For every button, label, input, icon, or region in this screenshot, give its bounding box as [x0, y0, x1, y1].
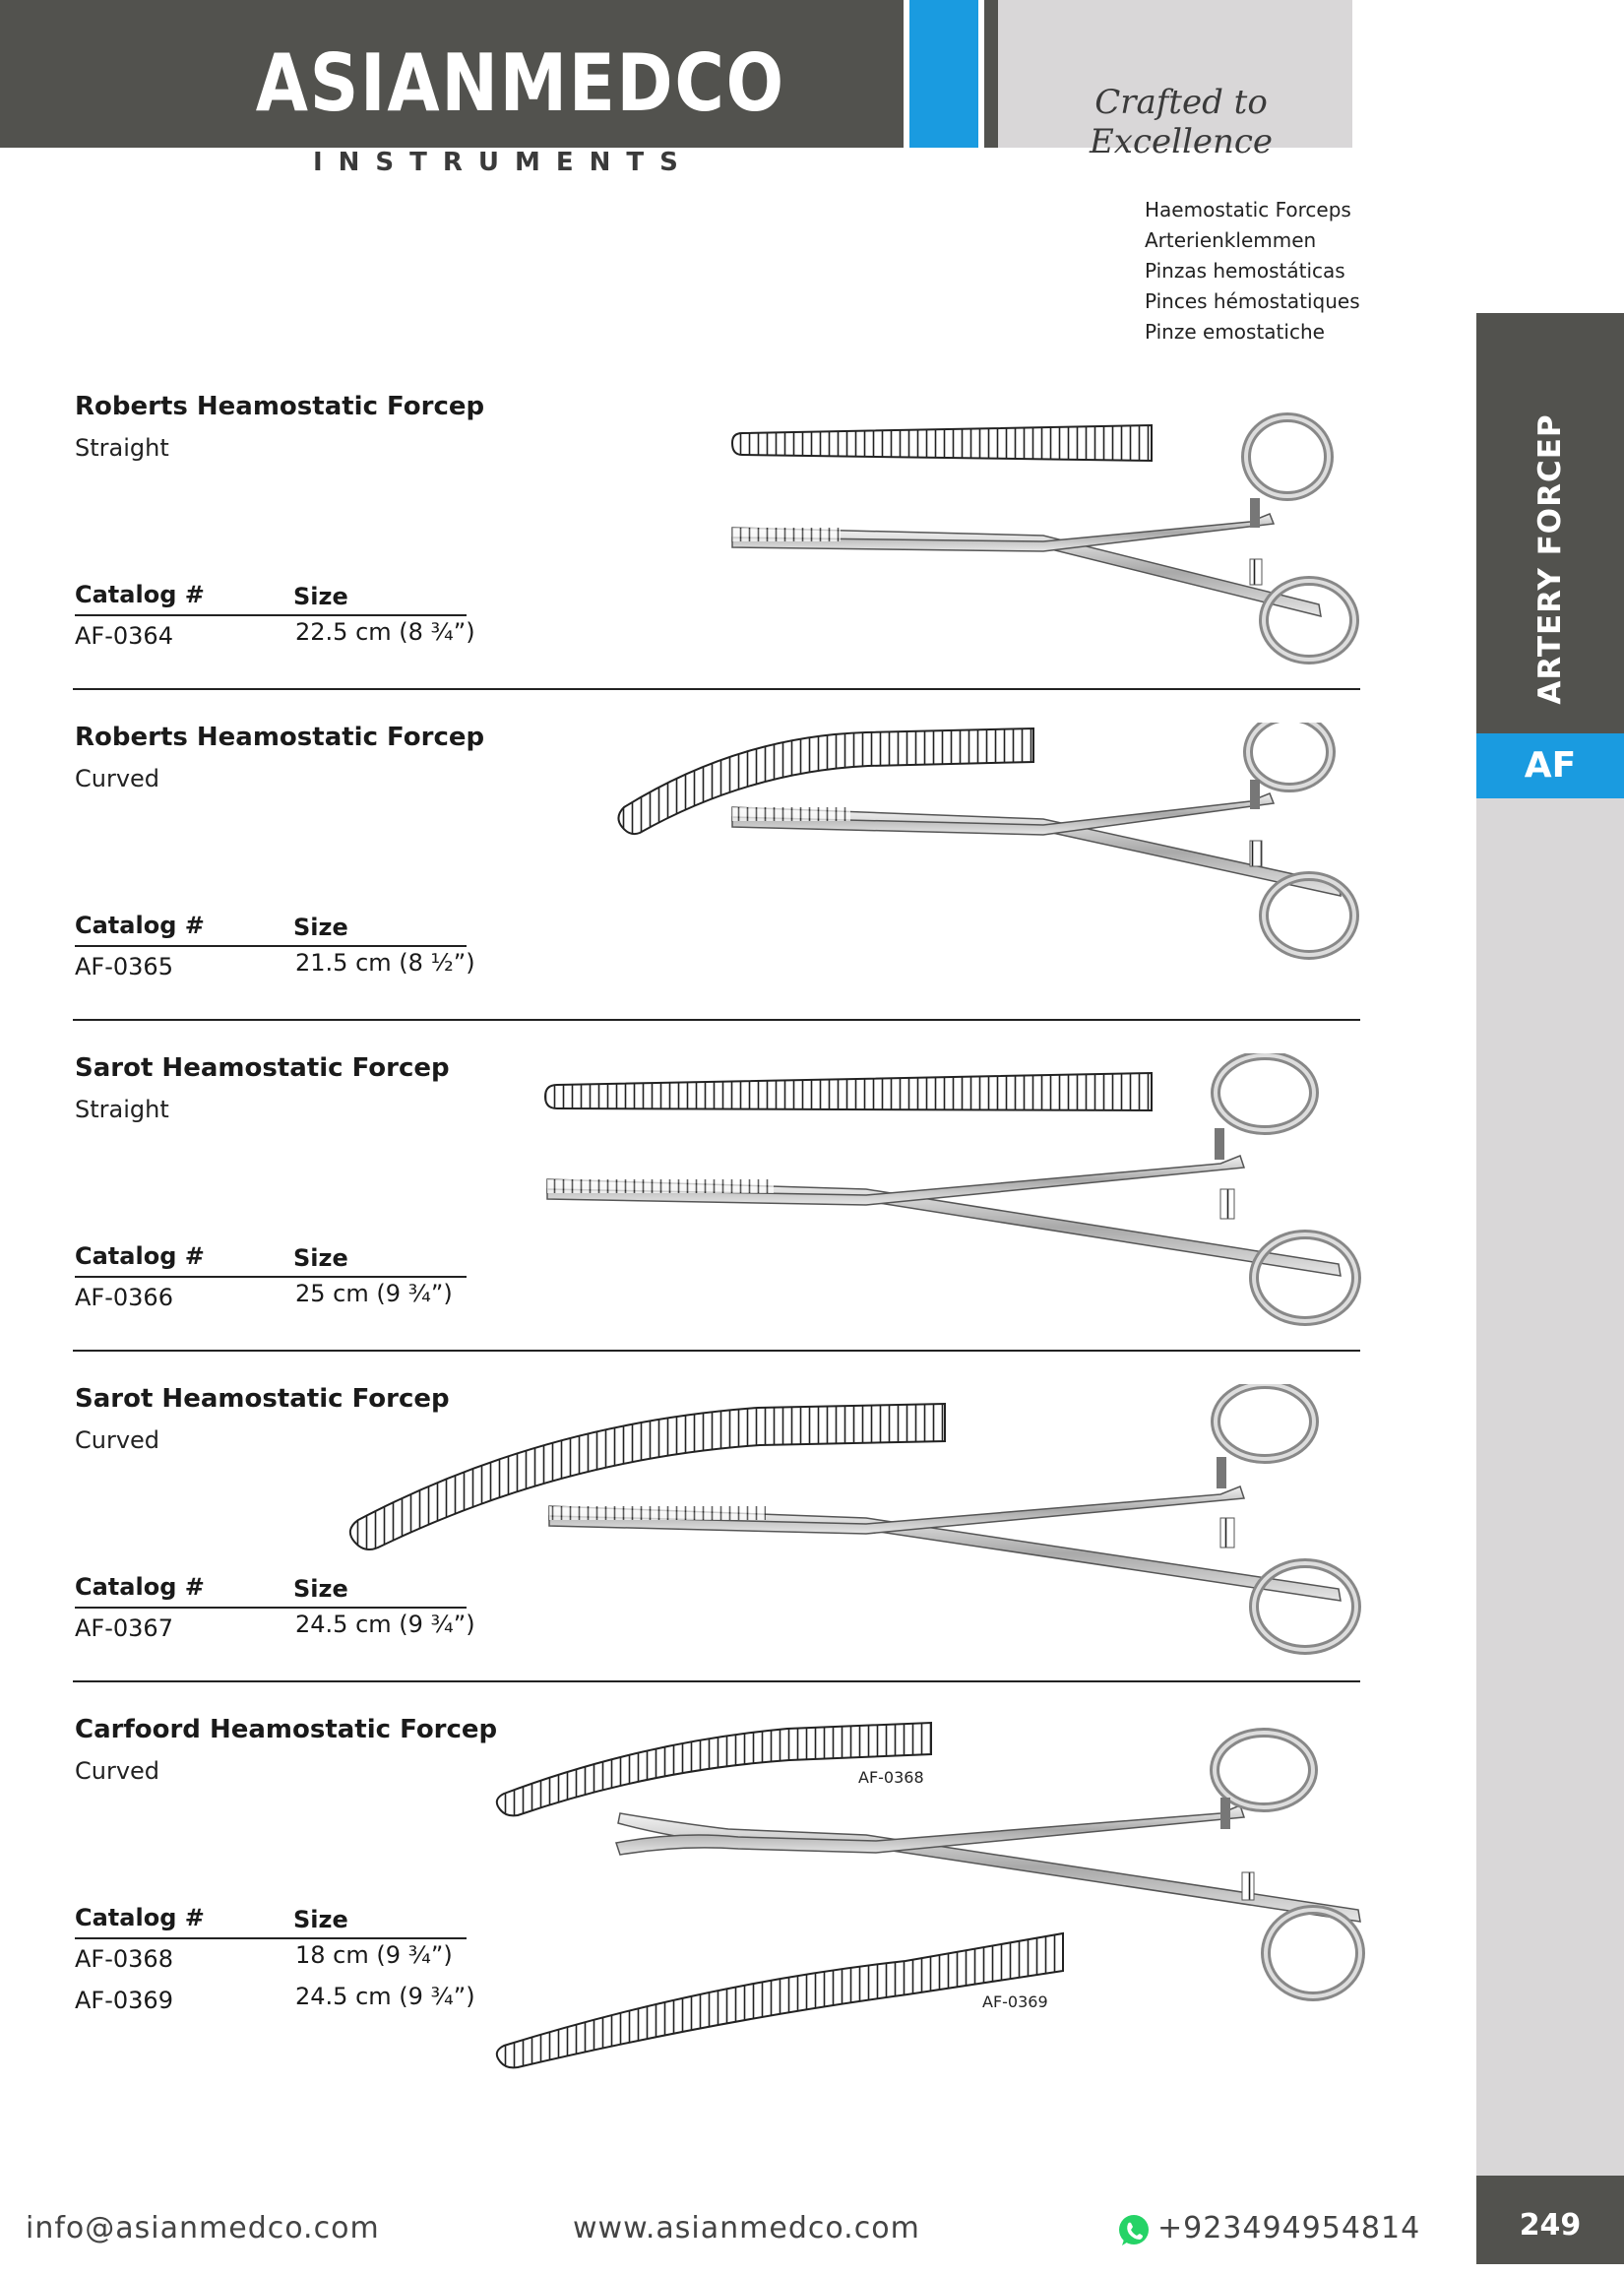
brand-logo: ASIANMEDCO: [255, 37, 785, 129]
product-name: Roberts Heamostatic Forcep: [75, 723, 485, 752]
footer-website[interactable]: www.asianmedco.com: [573, 2211, 920, 2245]
footer-phone[interactable]: +923494954814: [1157, 2211, 1421, 2245]
brand-wrap: [0, 0, 904, 148]
table-rule: [75, 1937, 467, 1939]
product-name: Sarot Heamostatic Forcep: [75, 1053, 450, 1083]
forcep-illustration: [718, 411, 1368, 667]
translation-line: Haemostatic Forceps: [1145, 198, 1351, 221]
page-number: 249: [1476, 2176, 1624, 2264]
size-header: Size: [293, 1906, 348, 1933]
size-value: 21.5 cm (8 ½”): [295, 949, 475, 977]
forcep-illustration: [344, 1384, 1368, 1660]
forcep-illustration: [610, 723, 1368, 988]
translation-line: Pinzas hemostáticas: [1145, 259, 1345, 283]
catalog-number: AF-0367: [75, 1614, 173, 1642]
size-value: 25 cm (9 ¾”): [295, 1280, 453, 1307]
translation-line: Pinces hémostatiques: [1145, 289, 1360, 313]
section-divider: [73, 1019, 1360, 1021]
size-header: Size: [293, 583, 348, 610]
header-accent-stripe: [909, 0, 978, 148]
catalog-number: AF-0364: [75, 622, 173, 650]
catalog-number: AF-0365: [75, 953, 173, 980]
sidebar-strip: [1476, 798, 1624, 2176]
translation-line: Pinze emostatiche: [1145, 320, 1325, 344]
section-divider: [73, 1680, 1360, 1682]
table-rule: [75, 945, 467, 947]
product-roberts-straight: [0, 392, 1476, 687]
brand-subtitle: INSTRUMENTS: [313, 148, 694, 177]
catalog-header: Catalog #: [75, 1904, 205, 1931]
footer-email[interactable]: info@asianmedco.com: [26, 2211, 380, 2245]
forcep-illustration: [492, 1715, 1368, 2069]
sidebar-section-title-wrap: [1476, 313, 1624, 733]
sidebar-section-code: AF: [1476, 733, 1624, 798]
tagline-signature: Crafted to Excellence: [1089, 83, 1274, 161]
table-rule: [75, 614, 467, 616]
size-value: 18 cm (9 ¾”): [295, 1941, 453, 1969]
section-divider: [73, 1350, 1360, 1352]
product-sarot-straight: [0, 1053, 1476, 1349]
product-roberts-curved: [0, 723, 1476, 1018]
product-name: Roberts Heamostatic Forcep: [75, 392, 485, 421]
catalog-number: AF-0366: [75, 1284, 173, 1311]
forcep-illustration: [541, 1053, 1368, 1329]
section-divider: [73, 688, 1360, 690]
category-translations: [1145, 195, 1360, 348]
product-carfoord-curved: [0, 1715, 1476, 2109]
product-sarot-curved: [0, 1384, 1476, 1679]
catalog-header: Catalog #: [75, 912, 205, 939]
product-variant: Curved: [75, 765, 160, 792]
size-header: Size: [293, 1575, 348, 1603]
sidebar-section-title: ARTERY FORCEP: [1532, 413, 1568, 705]
image-label: AF-0368: [858, 1768, 924, 1787]
catalog-number: AF-0368: [75, 1945, 173, 1973]
table-rule: [75, 1276, 467, 1278]
catalog-header: Catalog #: [75, 1573, 205, 1601]
size-value: 24.5 cm (9 ¾”): [295, 1983, 475, 2010]
size-value: 24.5 cm (9 ¾”): [295, 1611, 475, 1638]
catalog-header: Catalog #: [75, 581, 205, 608]
image-label: AF-0369: [982, 1992, 1048, 2011]
whatsapp-icon: [1116, 2213, 1152, 2248]
header-stripe: [984, 0, 998, 148]
product-variant: Curved: [75, 1426, 160, 1454]
translation-line: Arterienklemmen: [1145, 228, 1317, 252]
product-variant: Straight: [75, 1096, 169, 1123]
product-name: Sarot Heamostatic Forcep: [75, 1384, 450, 1414]
size-header: Size: [293, 914, 348, 941]
product-name: Carfoord Heamostatic Forcep: [75, 1715, 498, 1744]
size-header: Size: [293, 1244, 348, 1272]
catalog-header: Catalog #: [75, 1242, 205, 1270]
size-value: 22.5 cm (8 ¾”): [295, 618, 475, 646]
product-variant: Curved: [75, 1757, 160, 1785]
catalog-number: AF-0369: [75, 1987, 173, 2014]
product-variant: Straight: [75, 434, 169, 462]
